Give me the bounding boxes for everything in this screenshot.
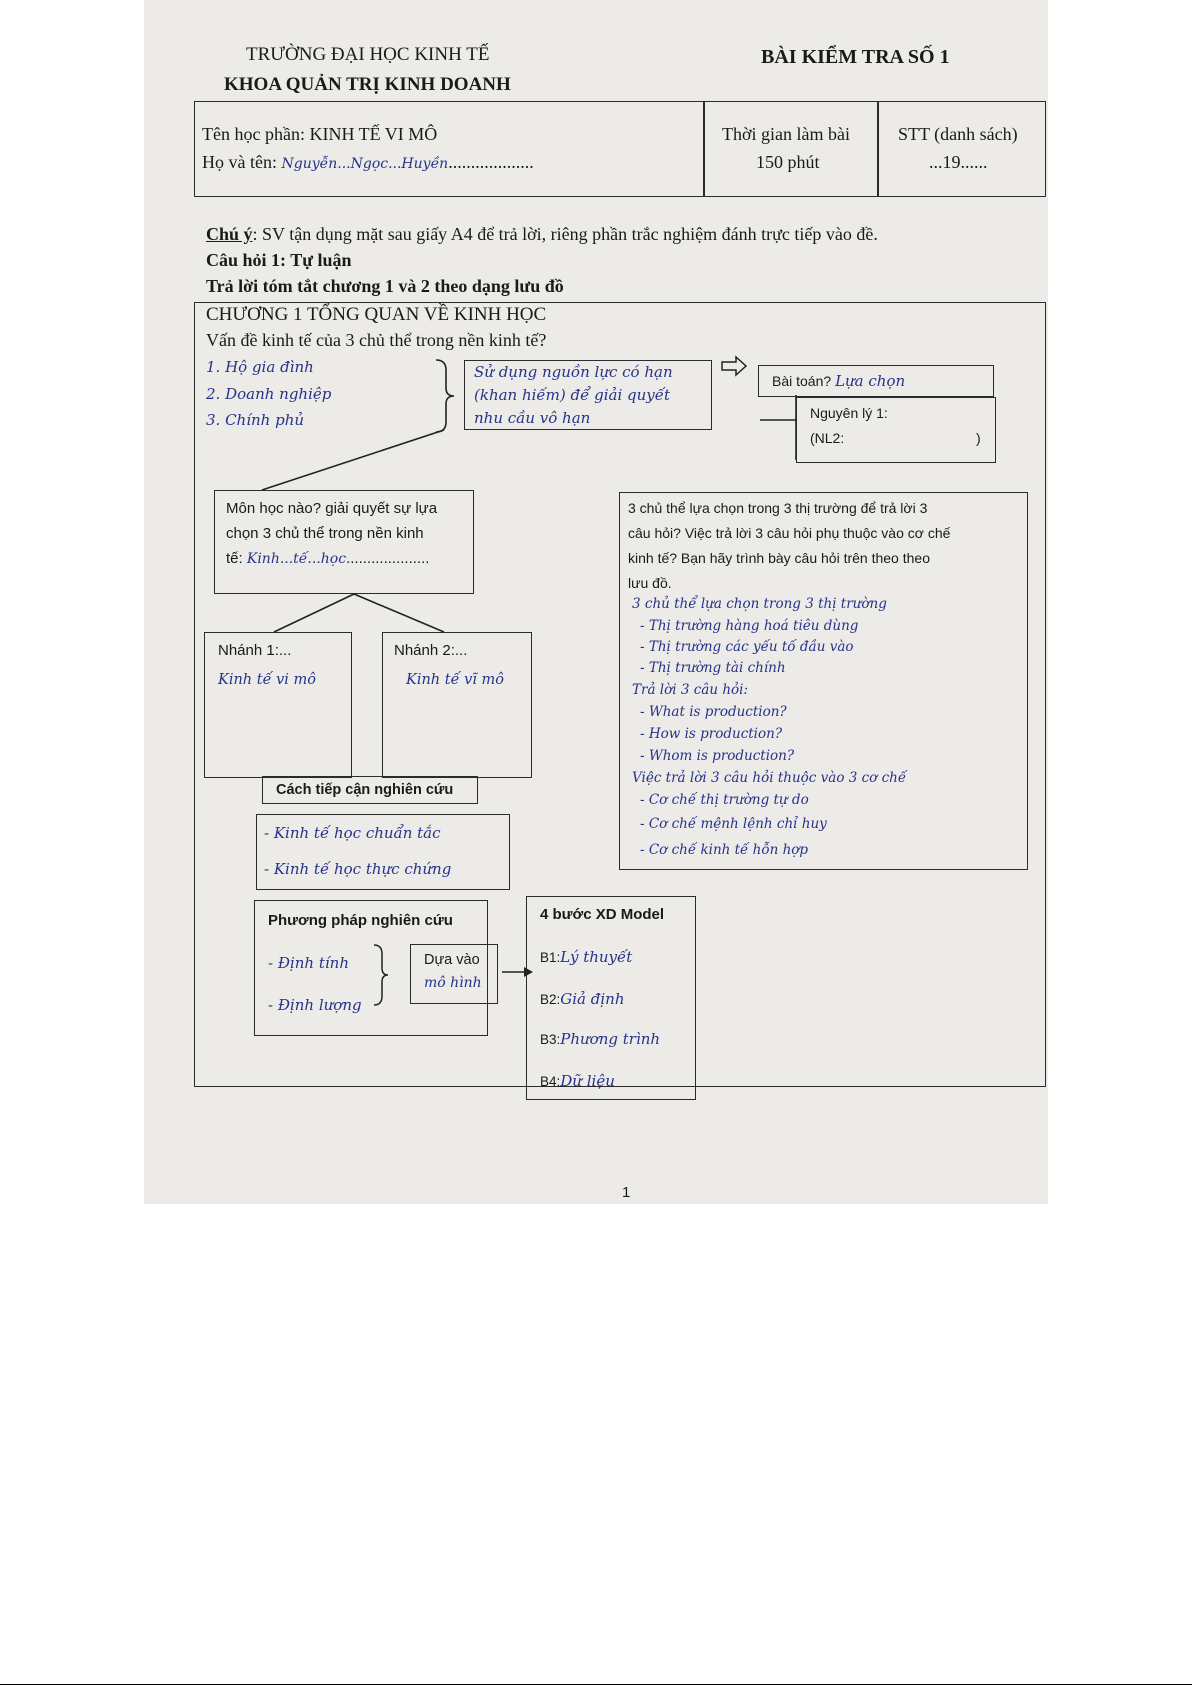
student-name-label: Họ và tên: — [202, 152, 282, 172]
subject-question-line: tế: — [226, 550, 247, 567]
model-step-4: B4:Dữ liệu — [540, 1072, 615, 1090]
subject-question-line: chọn 3 chủ thể trong nền kinh — [226, 525, 424, 542]
branch-1-label: Nhánh 1:... — [218, 642, 292, 659]
market-answer-line: - Cơ chế mệnh lệnh chỉ huy — [640, 816, 827, 832]
market-answer-line: - Cơ chế thị trường tự do — [640, 792, 809, 808]
resource-answer-line: Sử dụng nguồn lực có hạn — [474, 363, 673, 381]
market-answer-line: 3 chủ thể lựa chọn trong 3 thị trường — [632, 596, 887, 612]
branch-1-answer: Kinh tế vi mô — [218, 672, 317, 688]
approach-item: - Kinh tế học thực chứng — [264, 860, 452, 878]
time-value: 150 phút — [756, 152, 820, 172]
methods-item: - Định lượng — [268, 996, 362, 1014]
principle-close: ) — [976, 430, 981, 446]
market-answer-line: - Thị trường hàng hoá tiêu dùng — [640, 618, 859, 634]
exam-paper — [144, 0, 1048, 1204]
test-title: BÀI KIỂM TRA SỐ 1 — [761, 46, 950, 68]
market-question-line: câu hỏi? Việc trả lời 3 câu hỏi phụ thuộc vào cơ chế — [628, 525, 951, 541]
problem-label: Bài toán? — [772, 373, 836, 389]
principle-label: Nguyên lý 1: — [810, 405, 888, 421]
question-title: Câu hỏi 1: Tự luận — [206, 250, 352, 270]
problem-answer: Lựa chọn — [835, 372, 906, 390]
market-question-line: 3 chủ thể lựa chọn trong 3 thị trường để trả lời 3 — [628, 500, 928, 516]
entity-household: 1. Hộ gia đình — [206, 358, 314, 376]
model-basis-line: mô hình — [424, 975, 482, 991]
model-step-2: B2:Giả định — [540, 990, 625, 1008]
task-text: Trả lời tóm tắt chương 1 và 2 theo dạng lưu đồ — [206, 276, 564, 296]
market-question-line: kinh tế? Bạn hãy trình bày câu hỏi trên theo theo — [628, 550, 930, 566]
note-label: Chú ý — [206, 224, 253, 244]
resource-answer-line: nhu cầu vô hạn — [474, 409, 591, 427]
subject-dots: .................... — [346, 550, 430, 567]
time-label: Thời gian làm bài — [722, 124, 850, 144]
market-answer-line: Việc trả lời 3 câu hỏi thuộc vào 3 cơ chế — [632, 770, 907, 786]
stt-value: ...19...... — [929, 152, 988, 172]
methods-item: - Định tính — [268, 954, 349, 972]
branch-2-label: Nhánh 2:... — [394, 642, 468, 659]
market-answer-line: Trả lời 3 câu hỏi: — [632, 682, 749, 698]
market-answer-line: - How is production? — [640, 726, 783, 742]
university-name: TRƯỜNG ĐẠI HỌC KINH TẾ — [246, 44, 490, 65]
approach-item: - Kinh tế học chuẩn tắc — [264, 824, 441, 842]
page-number: 1 — [622, 1184, 631, 1201]
model-basis-line: Dựa vào — [424, 952, 480, 968]
student-name-value: Nguyễn...Ngọc...Huyền — [281, 156, 449, 172]
entity-business: 2. Doanh nghiệp — [206, 385, 332, 403]
faculty-name: KHOA QUẢN TRỊ KINH DOANH — [224, 74, 511, 95]
methods-title: Phương pháp nghiên cứu — [268, 912, 453, 929]
course-label: Tên học phần: KINH TẾ VI MÔ — [202, 124, 438, 144]
model-steps-title: 4 bước XD Model — [540, 906, 665, 923]
model-step-1: B1:Lý thuyết — [540, 948, 633, 966]
market-box — [619, 492, 1028, 870]
market-answer-line: - What is production? — [640, 704, 787, 720]
market-answer-line: - Thị trường tài chính — [640, 660, 786, 676]
market-question-line: lưu đồ. — [628, 575, 672, 591]
model-step-3: B3:Phương trình — [540, 1030, 661, 1048]
student-name-dots: ................... — [448, 152, 534, 172]
chapter-problem: Vấn đề kinh tế của 3 chủ thể trong nền kinh tế? — [206, 330, 547, 350]
entity-government: 3. Chính phủ — [206, 411, 305, 429]
subject-question-row — [226, 550, 429, 567]
principle-nl2: (NL2: — [810, 430, 845, 446]
subject-answer: Kinh...tế...học — [246, 551, 347, 567]
subject-question-line: Môn học nào? giải quyết sự lựa — [226, 500, 438, 517]
market-answer-line: - Thị trường các yếu tố đầu vào — [640, 639, 854, 655]
chapter-title: CHƯƠNG 1 TỔNG QUAN VỀ KINH HỌC — [206, 304, 547, 325]
branch-2-answer: Kinh tế vĩ mô — [406, 672, 505, 688]
note-text: : SV tận dụng mặt sau giấy A4 để trả lời, riêng phần trắc nghiệm đánh trực tiếp vào đề. — [252, 224, 878, 244]
market-answer-line: - Whom is production? — [640, 748, 795, 764]
market-answer-line: - Cơ chế kinh tế hỗn hợp — [640, 842, 809, 858]
problem-row — [772, 372, 905, 390]
approach-title: Cách tiếp cận nghiên cứu — [276, 782, 454, 798]
stt-label: STT (danh sách) — [898, 124, 1018, 144]
resource-answer-line: (khan hiếm) để giải quyết — [474, 386, 671, 404]
